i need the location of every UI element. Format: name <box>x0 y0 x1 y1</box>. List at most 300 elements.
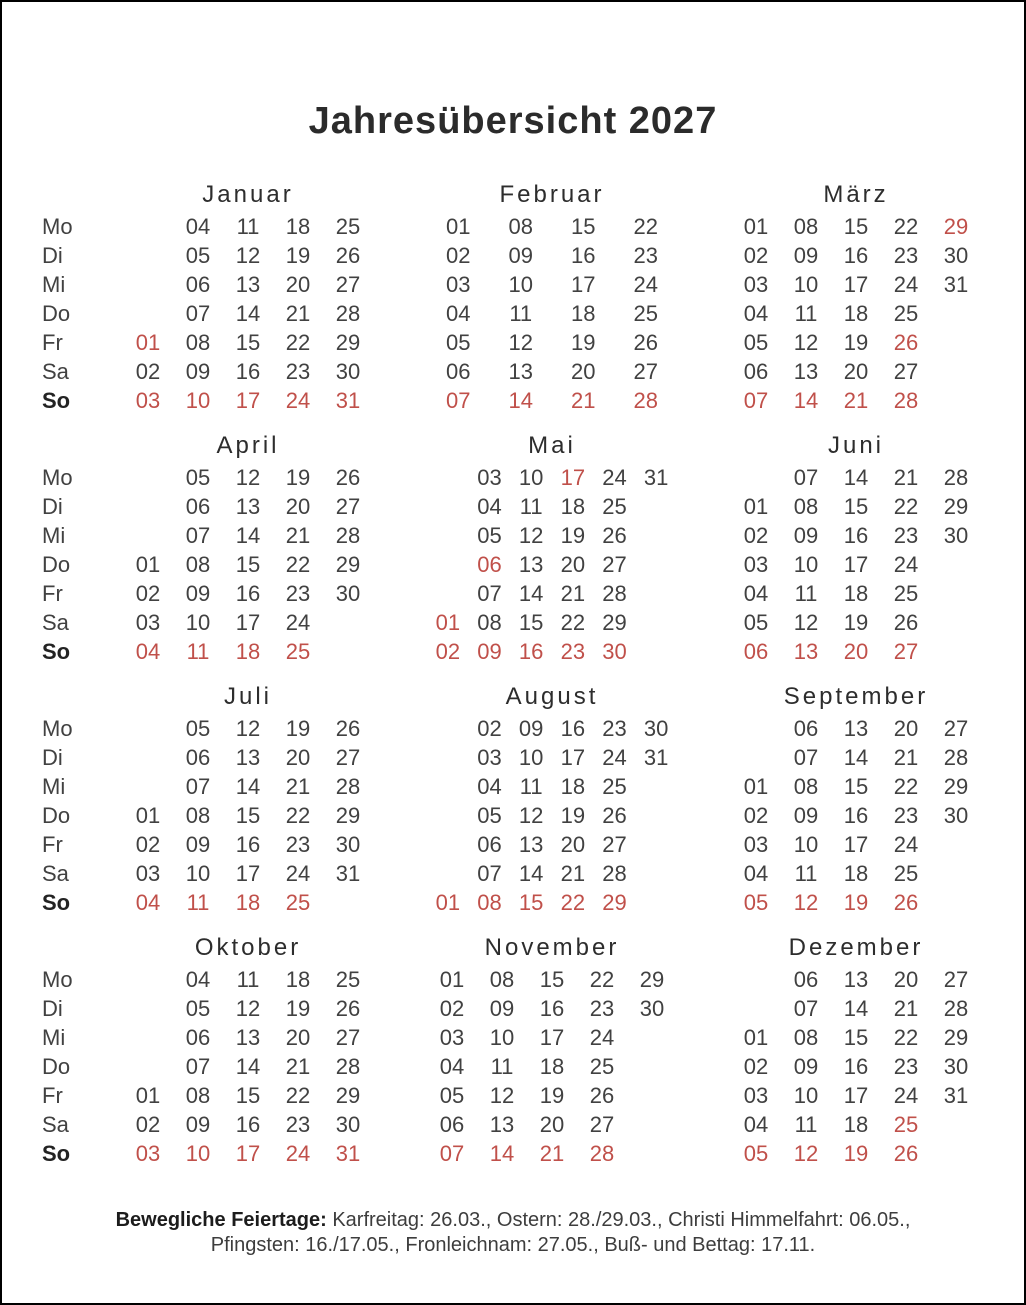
month-grid-maerz <box>731 212 981 415</box>
day-cell: 11 <box>490 1053 514 1079</box>
day-cell: 02 <box>135 831 161 857</box>
day-cell: 25 <box>602 493 627 519</box>
day-cell-empty <box>635 550 677 579</box>
day-cell: 21 <box>893 995 919 1021</box>
day-cell: 28 <box>893 387 919 413</box>
day-cell-empty <box>427 714 469 743</box>
month-grid-august <box>427 714 677 917</box>
weekday-label-mo: Mo <box>42 464 73 490</box>
day-cell: 17 <box>235 1140 261 1166</box>
day-cell-empty <box>123 299 173 328</box>
day-cell: 19 <box>285 715 311 741</box>
day-cell: 30 <box>335 358 361 384</box>
day-cell: 24 <box>633 271 658 297</box>
day-cell-empty <box>635 830 677 859</box>
day-cell: 18 <box>285 966 311 992</box>
day-cell: 09 <box>793 522 819 548</box>
day-cell: 25 <box>335 966 361 992</box>
weekday-label-fr: Fr <box>42 1082 63 1108</box>
day-cell: 29 <box>943 1024 969 1050</box>
day-cell: 28 <box>633 387 658 413</box>
day-cell: 19 <box>843 609 869 635</box>
day-cell-empty <box>931 328 981 357</box>
day-cell: 05 <box>743 1140 769 1166</box>
day-cell: 16 <box>571 242 596 268</box>
day-cell: 19 <box>843 329 869 355</box>
day-cell: 06 <box>743 358 769 384</box>
day-cell: 16 <box>560 715 586 741</box>
day-cell: 06 <box>743 638 769 664</box>
day-cell: 27 <box>893 358 919 384</box>
day-cell: 11 <box>509 300 533 326</box>
day-cell: 23 <box>589 995 615 1021</box>
day-cell-empty <box>627 1023 677 1052</box>
day-cell: 14 <box>843 995 869 1021</box>
day-cell: 06 <box>185 493 211 519</box>
day-cell: 10 <box>185 1140 211 1166</box>
day-cell: 05 <box>743 889 769 915</box>
day-cell: 27 <box>602 551 627 577</box>
day-cell: 10 <box>185 609 211 635</box>
day-cell-empty <box>323 637 373 666</box>
weekday-label-di: Di <box>42 744 63 770</box>
month-oktober <box>123 935 373 1168</box>
day-cell: 29 <box>335 551 361 577</box>
day-cell-empty <box>123 492 173 521</box>
day-cell-empty <box>427 772 469 801</box>
day-cell: 04 <box>439 1053 465 1079</box>
day-cell: 03 <box>135 387 161 413</box>
day-cell-empty <box>427 859 469 888</box>
day-cell: 22 <box>285 802 311 828</box>
day-cell: 26 <box>633 329 658 355</box>
day-cell: 19 <box>843 1140 869 1166</box>
month-grid-juli <box>123 714 373 917</box>
day-cell: 21 <box>539 1140 565 1166</box>
day-cell: 10 <box>518 744 544 770</box>
day-cell: 15 <box>518 609 544 635</box>
day-cell: 14 <box>843 464 869 490</box>
day-cell-empty <box>635 608 677 637</box>
day-cell: 12 <box>793 609 819 635</box>
day-cell: 18 <box>560 493 586 519</box>
day-cell-empty <box>635 637 677 666</box>
day-cell: 17 <box>843 1082 869 1108</box>
day-cell: 10 <box>185 387 211 413</box>
day-cell: 06 <box>185 271 211 297</box>
day-cell: 25 <box>285 889 311 915</box>
day-cell-empty <box>931 637 981 666</box>
day-cell: 17 <box>571 271 596 297</box>
day-cell: 05 <box>185 464 211 490</box>
day-cell: 05 <box>743 609 769 635</box>
day-cell: 19 <box>285 242 311 268</box>
day-cell: 22 <box>893 213 919 239</box>
day-cell: 17 <box>235 609 261 635</box>
day-cell: 02 <box>135 1111 161 1137</box>
day-cell: 27 <box>335 493 361 519</box>
day-cell: 04 <box>185 213 211 239</box>
day-cell: 21 <box>285 773 311 799</box>
day-cell: 04 <box>135 889 161 915</box>
day-cell: 27 <box>633 358 658 384</box>
day-cell: 04 <box>743 860 769 886</box>
day-cell: 08 <box>477 889 502 915</box>
day-cell: 01 <box>135 329 161 355</box>
day-cell: 03 <box>446 271 471 297</box>
day-cell: 26 <box>335 464 361 490</box>
day-cell: 03 <box>743 1082 769 1108</box>
day-cell: 29 <box>335 802 361 828</box>
month-august <box>427 684 677 917</box>
day-cell: 01 <box>439 966 465 992</box>
day-cell: 21 <box>560 860 586 886</box>
day-cell: 23 <box>893 1053 919 1079</box>
weekday-labels <box>42 182 123 415</box>
day-cell: 20 <box>285 493 311 519</box>
day-cell: 15 <box>518 889 544 915</box>
day-cell: 01 <box>135 1082 161 1108</box>
weekday-label-mi: Mi <box>42 773 66 799</box>
day-cell: 22 <box>589 966 615 992</box>
calendar-band-2 <box>42 433 1024 666</box>
day-cell-empty <box>427 550 469 579</box>
day-cell: 26 <box>602 802 627 828</box>
day-cell: 24 <box>285 387 311 413</box>
day-cell: 06 <box>793 715 819 741</box>
day-cell: 16 <box>539 995 565 1021</box>
day-cell: 31 <box>643 464 669 490</box>
day-cell: 24 <box>893 551 919 577</box>
day-cell: 08 <box>185 551 211 577</box>
day-cell: 12 <box>793 329 819 355</box>
day-cell: 30 <box>639 995 665 1021</box>
month-grid-oktober <box>123 965 373 1168</box>
day-cell: 24 <box>285 860 311 886</box>
day-cell: 06 <box>185 744 211 770</box>
day-cell: 15 <box>843 213 869 239</box>
day-cell: 29 <box>602 889 627 915</box>
day-cell: 25 <box>633 300 658 326</box>
day-cell: 30 <box>943 1053 969 1079</box>
day-cell: 05 <box>439 1082 465 1108</box>
day-cell-empty <box>931 608 981 637</box>
day-cell: 17 <box>235 860 261 886</box>
day-cell: 16 <box>235 580 261 606</box>
day-cell: 26 <box>893 1140 919 1166</box>
day-cell: 18 <box>843 300 869 326</box>
day-cell: 25 <box>589 1053 615 1079</box>
day-cell: 08 <box>477 609 502 635</box>
month-februar <box>427 182 677 415</box>
day-cell: 29 <box>335 329 361 355</box>
day-cell-empty <box>635 492 677 521</box>
day-cell: 03 <box>439 1024 465 1050</box>
day-cell-empty <box>123 1023 173 1052</box>
day-cell: 13 <box>518 551 544 577</box>
day-cell: 13 <box>793 358 819 384</box>
day-cell: 20 <box>539 1111 565 1137</box>
month-title-august: August <box>505 682 599 710</box>
day-cell: 27 <box>335 1024 361 1050</box>
day-cell: 30 <box>643 715 669 741</box>
day-cell: 08 <box>793 1024 819 1050</box>
day-cell: 28 <box>943 995 969 1021</box>
day-cell: 02 <box>743 1053 769 1079</box>
day-cell: 20 <box>893 966 919 992</box>
day-cell: 17 <box>560 744 586 770</box>
day-cell: 06 <box>477 831 502 857</box>
holidays-line1-text: Karfreitag: 26.03., Ostern: 28./29.03., Christi Himmelfahrt: 06.05., <box>332 1208 911 1231</box>
day-cell: 04 <box>743 580 769 606</box>
day-cell: 10 <box>793 1082 819 1108</box>
day-cell: 19 <box>560 522 586 548</box>
day-cell-empty <box>427 492 469 521</box>
month-grid-september <box>731 714 981 917</box>
day-cell: 15 <box>843 1024 869 1050</box>
month-title-juli: Juli <box>223 682 272 710</box>
day-cell: 06 <box>439 1111 465 1137</box>
day-cell-empty <box>731 994 781 1023</box>
weekday-label-sa: Sa <box>42 358 69 384</box>
day-cell-empty <box>123 965 173 994</box>
holidays-line2: Pfingsten: 16./17.05., Fronleichnam: 27.05., Buß- und Bettag: 17.11. <box>210 1233 816 1256</box>
day-cell: 20 <box>560 831 586 857</box>
day-cell: 05 <box>477 522 502 548</box>
day-cell: 19 <box>285 464 311 490</box>
day-cell: 27 <box>943 966 969 992</box>
day-cell: 28 <box>943 744 969 770</box>
day-cell: 07 <box>185 300 211 326</box>
day-cell-empty <box>627 1139 677 1168</box>
weekday-label-so: So <box>42 387 71 413</box>
month-title-februar: Februar <box>499 180 605 208</box>
year-calendar <box>2 182 1024 1168</box>
day-cell-empty <box>931 1139 981 1168</box>
month-grid-januar <box>123 212 373 415</box>
day-cell-empty <box>123 212 173 241</box>
day-cell: 16 <box>518 638 544 664</box>
weekday-labels <box>42 684 123 917</box>
day-cell: 29 <box>602 609 627 635</box>
weekday-label-mo: Mo <box>42 715 73 741</box>
day-cell: 04 <box>743 1111 769 1137</box>
day-cell: 28 <box>602 580 627 606</box>
day-cell: 05 <box>743 329 769 355</box>
day-cell: 15 <box>235 802 261 828</box>
day-cell: 21 <box>285 522 311 548</box>
day-cell: 30 <box>943 522 969 548</box>
day-cell: 03 <box>743 551 769 577</box>
day-cell: 23 <box>285 580 311 606</box>
day-cell-empty <box>427 521 469 550</box>
weekday-label-so: So <box>42 638 71 664</box>
day-cell: 19 <box>560 802 586 828</box>
day-cell-empty <box>323 608 373 637</box>
day-cell: 02 <box>435 638 461 664</box>
weekday-label-fr: Fr <box>42 580 63 606</box>
day-cell: 01 <box>743 493 769 519</box>
weekday-label-so: So <box>42 889 71 915</box>
day-cell: 30 <box>943 802 969 828</box>
day-cell: 11 <box>794 580 818 606</box>
day-cell: 02 <box>135 580 161 606</box>
day-cell: 31 <box>643 744 669 770</box>
day-cell: 04 <box>135 638 161 664</box>
day-cell: 03 <box>135 860 161 886</box>
day-cell: 11 <box>519 493 543 519</box>
day-cell: 10 <box>793 551 819 577</box>
day-cell: 24 <box>589 1024 615 1050</box>
day-cell: 14 <box>235 300 261 326</box>
weekday-label-mi: Mi <box>42 1024 66 1050</box>
month-april <box>123 433 373 666</box>
weekday-label-mo: Mo <box>42 213 73 239</box>
day-cell: 15 <box>843 493 869 519</box>
day-cell: 17 <box>843 271 869 297</box>
day-cell: 15 <box>235 551 261 577</box>
day-cell: 12 <box>518 522 544 548</box>
day-cell: 01 <box>446 213 471 239</box>
day-cell: 08 <box>185 802 211 828</box>
day-cell: 12 <box>235 715 261 741</box>
weekday-label-do: Do <box>42 300 71 326</box>
day-cell: 27 <box>335 271 361 297</box>
day-cell: 29 <box>943 773 969 799</box>
weekday-label-sa: Sa <box>42 860 69 886</box>
day-cell: 13 <box>489 1111 515 1137</box>
day-cell: 31 <box>335 860 361 886</box>
day-cell-empty <box>931 299 981 328</box>
day-cell: 09 <box>185 831 211 857</box>
day-cell: 22 <box>285 1082 311 1108</box>
day-cell: 26 <box>335 715 361 741</box>
day-cell: 11 <box>794 1111 818 1137</box>
day-cell: 27 <box>589 1111 615 1137</box>
day-cell: 28 <box>335 1053 361 1079</box>
holidays-label: Bewegliche Feiertage: <box>115 1208 327 1231</box>
day-cell: 22 <box>633 213 658 239</box>
day-cell: 23 <box>560 638 586 664</box>
day-cell: 10 <box>508 271 533 297</box>
day-cell: 01 <box>743 773 769 799</box>
day-cell: 24 <box>285 1140 311 1166</box>
weekday-label-do: Do <box>42 551 71 577</box>
weekday-label-fr: Fr <box>42 329 63 355</box>
day-cell-empty <box>123 743 173 772</box>
day-cell: 14 <box>518 580 544 606</box>
day-cell: 18 <box>539 1053 565 1079</box>
day-cell-empty <box>427 830 469 859</box>
day-cell-empty <box>635 801 677 830</box>
day-cell: 18 <box>235 889 261 915</box>
day-cell-empty <box>123 714 173 743</box>
holidays-line1 <box>2 1208 1024 1233</box>
day-cell: 13 <box>235 744 261 770</box>
day-cell-empty <box>123 241 173 270</box>
day-cell: 16 <box>235 831 261 857</box>
day-cell: 07 <box>793 995 819 1021</box>
day-cell: 03 <box>743 271 769 297</box>
month-grid-mai <box>427 463 677 666</box>
weekday-label-sa: Sa <box>42 1111 69 1137</box>
day-cell: 14 <box>793 387 819 413</box>
day-cell: 07 <box>477 860 502 886</box>
day-cell-empty <box>323 888 373 917</box>
day-cell: 23 <box>893 802 919 828</box>
month-januar <box>123 182 373 415</box>
day-cell: 26 <box>893 889 919 915</box>
day-cell: 20 <box>571 358 596 384</box>
weekday-label-mo: Mo <box>42 966 73 992</box>
day-cell: 09 <box>793 242 819 268</box>
day-cell: 09 <box>508 242 533 268</box>
day-cell: 21 <box>560 580 586 606</box>
day-cell: 08 <box>185 1082 211 1108</box>
day-cell: 02 <box>477 715 502 741</box>
day-cell: 23 <box>285 831 311 857</box>
day-cell: 16 <box>235 358 261 384</box>
day-cell: 19 <box>571 329 596 355</box>
day-cell: 03 <box>743 831 769 857</box>
day-cell: 18 <box>560 773 586 799</box>
calendar-band-4 <box>42 935 1024 1168</box>
day-cell: 07 <box>439 1140 465 1166</box>
day-cell: 15 <box>539 966 565 992</box>
day-cell: 10 <box>489 1024 515 1050</box>
day-cell-empty <box>635 579 677 608</box>
day-cell: 28 <box>335 522 361 548</box>
day-cell-empty <box>731 463 781 492</box>
day-cell: 16 <box>843 242 869 268</box>
day-cell: 26 <box>893 609 919 635</box>
day-cell: 30 <box>335 580 361 606</box>
day-cell: 18 <box>285 213 311 239</box>
day-cell: 23 <box>893 522 919 548</box>
day-cell: 09 <box>185 580 211 606</box>
day-cell-empty <box>931 1110 981 1139</box>
day-cell: 21 <box>285 300 311 326</box>
weekday-label-do: Do <box>42 802 71 828</box>
day-cell: 02 <box>446 242 471 268</box>
day-cell: 12 <box>793 1140 819 1166</box>
day-cell: 13 <box>235 493 261 519</box>
day-cell: 04 <box>446 300 471 326</box>
day-cell: 12 <box>793 889 819 915</box>
day-cell: 20 <box>285 271 311 297</box>
day-cell: 20 <box>285 744 311 770</box>
day-cell: 22 <box>285 329 311 355</box>
day-cell: 07 <box>743 387 769 413</box>
weekday-label-mi: Mi <box>42 271 66 297</box>
day-cell: 31 <box>335 387 361 413</box>
weekday-labels <box>42 935 123 1168</box>
month-grid-april <box>123 463 373 666</box>
month-title-maerz: März <box>823 180 889 208</box>
day-cell: 13 <box>793 638 819 664</box>
day-cell-empty <box>427 463 469 492</box>
month-september <box>731 684 981 917</box>
day-cell: 18 <box>843 580 869 606</box>
day-cell: 08 <box>793 773 819 799</box>
day-cell-empty <box>123 772 173 801</box>
day-cell: 13 <box>508 358 533 384</box>
day-cell: 24 <box>893 831 919 857</box>
day-cell: 05 <box>185 242 211 268</box>
month-title-mai: Mai <box>528 431 576 459</box>
day-cell: 17 <box>539 1024 565 1050</box>
day-cell: 02 <box>135 358 161 384</box>
